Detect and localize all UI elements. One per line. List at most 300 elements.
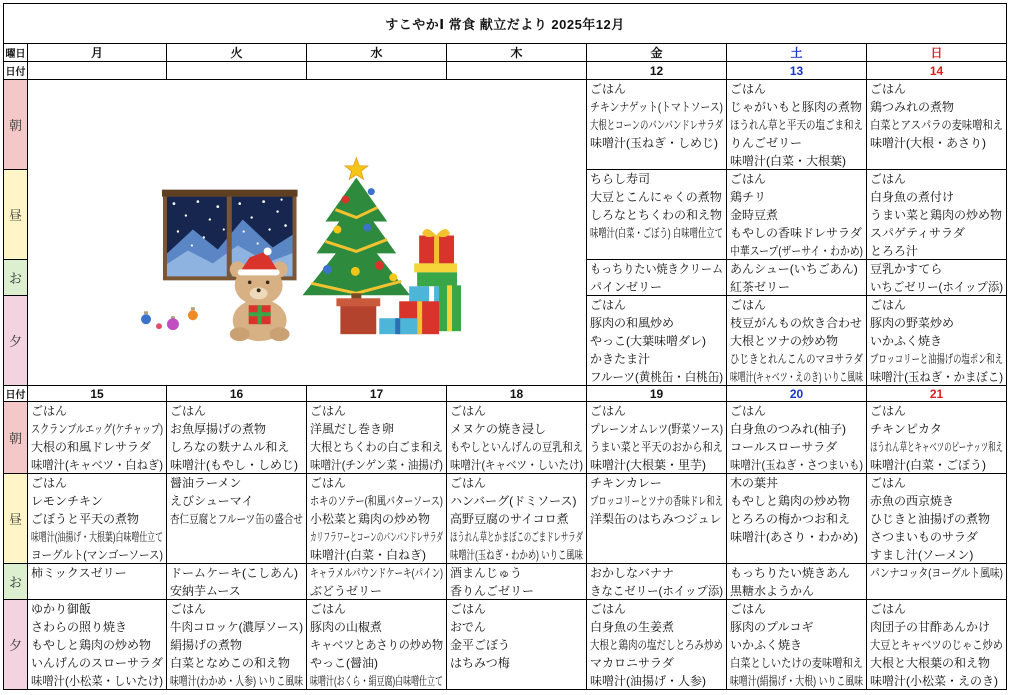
menu-item: かきたま汁: [590, 352, 651, 366]
menu-item: 味噌汁(白菜・ごぼう) 白味噌仕立て: [590, 226, 723, 240]
date-number: 14: [929, 63, 944, 78]
menu-item: 味噌汁(白菜・大根葉): [730, 154, 846, 168]
menu-line: [867, 528, 1006, 546]
menu-item: 味噌汁(白菜・ごぼう): [870, 458, 986, 472]
menu-item: 柿ミックスゼリー: [31, 566, 127, 580]
menu-item: きなこゼリー(ホイップ添): [590, 584, 724, 598]
menu-item: おかしなバナナ: [590, 566, 675, 580]
menu-line: [727, 188, 866, 206]
menu-line: [867, 224, 1006, 242]
menu-cell-lunch-fri: [587, 474, 727, 564]
menu-cell-snack-fri: [587, 564, 727, 600]
menu-item: 大根とちくわの白ごま和え: [310, 440, 444, 454]
date-label-text: 日付: [5, 390, 26, 401]
menu-item: いかふく焼き: [730, 638, 803, 652]
menu-cell-snack-fri: [587, 260, 727, 296]
menu-item: ごはん: [870, 298, 907, 312]
menu-line: [867, 636, 1006, 654]
menu-item: ごはん: [870, 476, 907, 490]
menu-item: ごはん: [870, 404, 907, 418]
teddy-bear: [230, 247, 290, 341]
menu-line: [28, 618, 166, 636]
menu-item: ごはん: [870, 82, 907, 96]
menu-line: [167, 636, 306, 654]
menu-item: ひじきと油揚げの煮物: [870, 512, 991, 526]
menu-item: 味噌汁(油揚げ・大根葉)白味噌仕立て: [31, 530, 163, 544]
menu-line: [727, 98, 866, 116]
menu-line: [167, 618, 306, 636]
menu-item: 小松菜と鶏肉の炒め物: [310, 512, 431, 526]
menu-line: [867, 420, 1006, 438]
menu-item: 牛肉コロッケ(濃厚ソース): [170, 620, 304, 634]
meal-label-snack: [4, 260, 28, 296]
menu-cell-dinner-sat: [727, 296, 867, 386]
menu-item: チキンカレー: [590, 476, 662, 490]
menu-cell-dinner-mon: [28, 600, 167, 690]
menu-item: あんシュー(いちごあん): [730, 262, 858, 276]
menu-line: [167, 420, 306, 438]
menu-item: 大豆とキャベツのじゃこ炒め: [870, 638, 1003, 652]
menu-item: おでん: [450, 620, 486, 634]
menu-item: 大根とツナの炒め物: [730, 334, 839, 348]
menu-line: [867, 600, 1006, 618]
menu-item: さつまいものサラダ: [870, 530, 978, 544]
menu-line: [307, 438, 446, 456]
menu-item: 味噌汁(あさり・わかめ): [730, 530, 858, 544]
menu-line: [727, 474, 866, 492]
menu-cell-dinner-fri: [587, 600, 727, 690]
meal-label-text: 朝: [8, 118, 22, 133]
menu-line: [28, 420, 166, 438]
menu-cell-lunch-sun: [867, 170, 1007, 260]
menu-item: 味噌汁(玉ねぎ・かまぼこ): [870, 370, 1003, 384]
menu-line: [167, 402, 306, 420]
menu-item: 白菜となめこの和え物: [170, 656, 291, 670]
date-number: 19: [649, 386, 664, 401]
menu-cell-lunch-thu: [447, 474, 587, 564]
menu-item: もっちりたい焼きあん: [730, 566, 851, 580]
menu-line: [727, 170, 866, 188]
menu-cell-dinner-sun: [867, 296, 1007, 386]
menu-item: 豆乳かすてら: [870, 262, 943, 276]
date-cell-sat: [727, 62, 867, 80]
menu-line: [587, 438, 726, 456]
menu-cell-lunch-wed: [307, 474, 447, 564]
menu-cell-breakfast-wed: [307, 402, 447, 474]
menu-line: [587, 314, 726, 332]
menu-item: じゃがいもと豚肉の煮物: [730, 100, 863, 114]
menu-cell-snack-tue: [167, 564, 307, 600]
date-number: 20: [789, 386, 804, 401]
menu-line: [867, 492, 1006, 510]
menu-line: [307, 600, 446, 618]
menu-item: 金平ごぼう: [450, 638, 511, 652]
menu-item: ごはん: [870, 172, 907, 186]
date-number: 17: [369, 386, 384, 401]
menu-item: 豚肉の野菜炒め: [870, 316, 955, 330]
menu-item: ちらし寿司: [590, 172, 651, 186]
menu-line: [727, 654, 866, 672]
menu-item: いちごゼリー(ホイップ添): [870, 280, 1004, 294]
menu-item: 大根と鶏肉の塩だしとろみ炒め: [590, 638, 724, 652]
menu-item: ごはん: [730, 602, 767, 616]
date-cell-wed: [307, 386, 447, 402]
menu-line: [727, 332, 866, 350]
menu-item: 豚肉のプルコギ: [730, 620, 814, 634]
menu-line: [867, 510, 1006, 528]
menu-line: [727, 510, 866, 528]
ornaments: [141, 307, 198, 330]
menu-line: [28, 546, 166, 564]
menu-line: [867, 314, 1006, 332]
menu-line: [587, 582, 726, 600]
weekday-name: 日: [930, 46, 943, 60]
menu-line: [28, 402, 166, 420]
menu-item: 安納芋ムース: [170, 584, 241, 598]
menu-line: [727, 80, 866, 98]
menu-line: [867, 188, 1006, 206]
menu-line: [727, 206, 866, 224]
menu-item: カリフラワーとコーンのバンバンドレサラダ: [310, 530, 444, 544]
date-label: [4, 62, 28, 80]
menu-item: 赤魚の西京焼き: [870, 494, 955, 508]
weekday-header-fri: [587, 44, 727, 62]
menu-item: 大根と大根葉の和え物: [870, 656, 991, 670]
menu-line: [727, 672, 866, 690]
menu-line: [307, 402, 446, 420]
menu-cell-snack-sun: [867, 260, 1007, 296]
menu-line: [867, 80, 1006, 98]
menu-item: いんげんのスローサラダ: [31, 656, 163, 670]
menu-cell-breakfast-sat: [727, 402, 867, 474]
menu-line: [28, 654, 166, 672]
meal-label-text: 昼: [8, 512, 22, 527]
menu-line: [447, 438, 586, 456]
menu-line: [867, 456, 1006, 474]
menu-item: うまい菜と平天のおから和え: [590, 440, 723, 454]
menu-item: 味噌汁(キャベツ・しいたけ): [450, 458, 583, 472]
menu-line: [867, 278, 1006, 296]
menu-cell-lunch-sun: [867, 474, 1007, 564]
menu-item: 白身魚のつみれ(柚子): [730, 422, 846, 436]
menu-item: プレーンオムレツ(野菜ソース): [590, 422, 724, 436]
menu-line: [307, 456, 446, 474]
menu-item: 絹揚げの煮物: [170, 638, 243, 652]
weekday-header-wed: [307, 44, 447, 62]
menu-line: [587, 492, 726, 510]
menu-line: [867, 134, 1006, 152]
menu-item: 味噌汁(玉ねぎ・さつまいも): [730, 458, 863, 472]
menu-item: もやしといんげんの豆乳和え: [450, 440, 583, 454]
menu-item: ごぼうと平天の煮物: [31, 512, 140, 526]
menu-line: [447, 600, 586, 618]
menu-line: [28, 672, 166, 690]
menu-item: 味噌汁(小松菜・しいたけ): [31, 674, 164, 688]
menu-item: ごはん: [730, 298, 767, 312]
menu-line: [727, 314, 866, 332]
menu-line: [727, 420, 866, 438]
menu-line: [587, 134, 726, 152]
date-label-text: 日付: [5, 67, 26, 78]
menu-item: ほうれん草とキャベツのピーナッツ和え: [870, 440, 1004, 454]
meal-label-lunch: [4, 170, 28, 260]
menu-item: ごはん: [450, 602, 487, 616]
menu-line: [727, 456, 866, 474]
menu-line: [867, 546, 1006, 564]
menu-line: [28, 510, 166, 528]
menu-item: ごはん: [310, 404, 347, 418]
date-cell-thu: [447, 62, 587, 80]
menu-item: やっこ(醤油): [310, 656, 378, 670]
menu-item: ごはん: [590, 298, 627, 312]
menu-item: ごはん: [730, 82, 767, 96]
menu-item: 大根の和風ドレサラダ: [31, 440, 151, 454]
menu-line: [447, 636, 586, 654]
menu-line: [587, 456, 726, 474]
title-row: [4, 4, 1007, 44]
menu-line: [447, 528, 586, 546]
meal-label-text: 朝: [8, 431, 22, 446]
menu-line: [447, 564, 586, 582]
menu-line: [28, 564, 166, 582]
menu-item: とろろ汁: [870, 244, 919, 258]
menu-line: [28, 492, 166, 510]
menu-item: コールスローサラダ: [730, 440, 838, 454]
menu-cell-breakfast-sun: [867, 80, 1007, 170]
menu-item: もっちりたい焼きクリーム: [590, 262, 724, 276]
meal-label-breakfast: [4, 402, 28, 474]
menu-item: ブロッコリーと油揚げの塩ポン和え: [870, 352, 1004, 366]
menu-item: しろなの麩ナムル和え: [170, 440, 290, 454]
date-number: 12: [649, 63, 664, 78]
menu-line: [727, 438, 866, 456]
menu-line: [867, 116, 1006, 134]
menu-line: [447, 582, 586, 600]
menu-line: [727, 134, 866, 152]
menu-line: [727, 600, 866, 618]
menu-cell-snack-mon: [28, 564, 167, 600]
menu-line: [587, 260, 726, 278]
menu-item: ごはん: [730, 404, 767, 418]
menu-item: 味噌汁(玉ねぎ・わかめ) いりこ風味: [450, 548, 583, 562]
menu-line: [587, 332, 726, 350]
menu-item: もやしの香味ドレサラダ: [730, 226, 862, 240]
menu-line: [307, 636, 446, 654]
menu-item: 味噌汁(絹揚げ・大根) いりこ風味: [730, 674, 864, 688]
menu-item: 洋梨缶のはちみつジュレ: [590, 512, 722, 526]
menu-item: ゆかり御飯: [31, 602, 92, 616]
menu-item: いかふく焼き: [870, 334, 943, 348]
menu-item: 紅茶ゼリー: [730, 280, 791, 294]
date-cell-tue: [167, 62, 307, 80]
date-number: 13: [789, 63, 804, 78]
menu-cell-dinner-fri: [587, 296, 727, 386]
menu-item: すまし汁(ソーメン): [870, 548, 974, 562]
menu-line: [727, 564, 866, 582]
menu-item: パインゼリー: [590, 280, 663, 294]
menu-line: [167, 438, 306, 456]
weekday-name: 木: [510, 46, 523, 60]
menu-line: [587, 654, 726, 672]
menu-cell-lunch-mon: [28, 474, 167, 564]
menu-line: [587, 224, 726, 242]
menu-item: ヨーグルト(マンゴーソース): [31, 548, 164, 562]
menu-item: 味噌汁(玉ねぎ・しめじ): [590, 136, 718, 150]
menu-item: 酒まんじゅう: [450, 566, 523, 580]
menu-item: お魚厚揚げの煮物: [170, 422, 267, 436]
meal-label-dinner: [4, 296, 28, 386]
christmas-illustration: [28, 80, 586, 385]
menu-cell-breakfast-sun: [867, 402, 1007, 474]
date-number: 18: [509, 386, 524, 401]
menu-line: [447, 492, 586, 510]
page-title: すこやかⅠ 常食 献立だより 2025年12月: [385, 17, 625, 32]
menu-item: 味噌汁(キャベツ・えのき) いりこ風味: [730, 370, 863, 384]
illustration-cell: [28, 80, 587, 386]
menu-line: [587, 600, 726, 618]
menu-item: キャベツとあさりの炒め物: [310, 638, 444, 652]
menu-item: ごはん: [730, 172, 767, 186]
menu-item: しろなとちくわの和え物: [590, 208, 723, 222]
menu-item: 枝豆がんもの炊き合わせ: [730, 316, 863, 330]
meal-label-lunch: [4, 474, 28, 564]
menu-line: [447, 510, 586, 528]
menu-line: [587, 170, 726, 188]
menu-line: [867, 206, 1006, 224]
menu-item: 味噌汁(チンゲン菜・油揚げ): [310, 458, 443, 472]
menu-item: 中華スープ(ザーサイ・わかめ): [730, 244, 863, 258]
menu-line: [307, 510, 446, 528]
menu-item: ごはん: [31, 476, 68, 490]
menu-line: [727, 152, 866, 170]
menu-line: [307, 474, 446, 492]
menu-item: 味噌汁(おくら・絹豆腐)白味噌仕立て: [310, 674, 443, 688]
weekday-label: [4, 44, 28, 62]
menu-cell-breakfast-tue: [167, 402, 307, 474]
menu-item: スパゲティサラダ: [870, 226, 965, 240]
menu-line: [727, 242, 866, 260]
menu-item: とろろの梅かつお和え: [730, 512, 851, 526]
menu-item: ごはん: [590, 602, 627, 616]
menu-item: 味噌汁(白菜・白ねぎ): [310, 548, 426, 562]
menu-line: [727, 528, 866, 546]
menu-item: 味噌汁(わかめ・人参) いりこ風味: [170, 674, 304, 688]
meal-label-text: 昼: [8, 208, 22, 223]
menu-cell-dinner-tue: [167, 600, 307, 690]
menu-line: [587, 672, 726, 690]
date-cell-wed: [307, 62, 447, 80]
menu-line: [867, 260, 1006, 278]
menu-line: [867, 332, 1006, 350]
menu-item: フルーツ(黄桃缶・白桃缶): [590, 370, 724, 384]
menu-item: パンナコッタ(ヨーグルト風味): [870, 566, 1003, 580]
menu-item: さわらの照り焼き: [31, 620, 128, 634]
menu-item: 高野豆腐のサイコロ煮: [450, 512, 569, 526]
menu-line: [727, 296, 866, 314]
weekday-header-sat: [727, 44, 867, 62]
menu-line: [28, 438, 166, 456]
date-cell-fri: [587, 62, 727, 80]
menu-line: [587, 350, 726, 368]
menu-line: [307, 546, 446, 564]
menu-line: [867, 350, 1006, 368]
menu-cell-snack-sun: [867, 564, 1007, 600]
menu-line: [867, 618, 1006, 636]
menu-cell-snack-wed: [307, 564, 447, 600]
menu-item: 味噌汁(油揚げ・人参): [590, 674, 706, 688]
menu-line: [307, 618, 446, 636]
menu-cell-breakfast-mon: [28, 402, 167, 474]
menu-item: ホキのソテー(和風バターソース): [310, 494, 443, 508]
menu-item: 味噌汁(もやし・しめじ): [170, 458, 298, 472]
date-number: 21: [929, 386, 944, 401]
menu-line: [727, 492, 866, 510]
meal-label-text: お: [8, 575, 22, 590]
menu-item: 肉団子の甘酢あんかけ: [870, 620, 991, 634]
weekday-name: 火: [230, 46, 243, 60]
date-number: 16: [229, 386, 244, 401]
menu-line: [447, 402, 586, 420]
menu-line: [447, 420, 586, 438]
menu-cell-breakfast-thu: [447, 402, 587, 474]
menu-line: [867, 474, 1006, 492]
weekday-label-text: 曜日: [5, 49, 26, 60]
menu-line: [587, 564, 726, 582]
menu-line: [587, 402, 726, 420]
menu-item: レモンチキン: [31, 494, 103, 508]
menu-cell-breakfast-fri: [587, 402, 727, 474]
menu-item: 杏仁豆腐とフルーツ缶の盛合せ: [170, 512, 303, 526]
menu-item: 豚肉の和風炒め: [590, 316, 675, 330]
weekday-name: 金: [650, 46, 663, 60]
menu-line: [727, 582, 866, 600]
weekday-header-tue: [167, 44, 307, 62]
menu-line: [867, 98, 1006, 116]
menu-line: [587, 368, 726, 386]
menu-cell-lunch-tue: [167, 474, 307, 564]
menu-item: 鶏つみれの煮物: [870, 100, 955, 114]
date-label: [4, 386, 28, 402]
menu-line: [867, 654, 1006, 672]
menu-line: [587, 510, 726, 528]
menu-cell-snack-thu: [447, 564, 587, 600]
menu-item: 鶏チリ: [730, 190, 767, 204]
menu-line: [867, 296, 1006, 314]
menu-item: ごはん: [870, 602, 907, 616]
menu-item: ごはん: [31, 404, 68, 418]
menu-line: [867, 170, 1006, 188]
menu-line: [28, 600, 166, 618]
menu-line: [447, 654, 586, 672]
menu-line: [28, 456, 166, 474]
menu-line: [587, 618, 726, 636]
christmas-tree: [303, 158, 411, 334]
menu-line: [727, 278, 866, 296]
menu-cell-lunch-sat: [727, 170, 867, 260]
menu-line: [867, 368, 1006, 386]
menu-line: [867, 672, 1006, 690]
menu-line: [167, 600, 306, 618]
date-cell-sat: [727, 386, 867, 402]
menu-item: ブロッコリーとツナの香味ドレ和え: [590, 494, 724, 508]
menu-line: [867, 242, 1006, 260]
menu-item: 味噌汁(大根・あさり): [870, 136, 986, 150]
menu-item: 豚肉の山椒煮: [310, 620, 383, 634]
menu-line: [727, 402, 866, 420]
menu-cell-snack-sat: [727, 260, 867, 296]
menu-line: [167, 672, 306, 690]
menu-line: [587, 636, 726, 654]
